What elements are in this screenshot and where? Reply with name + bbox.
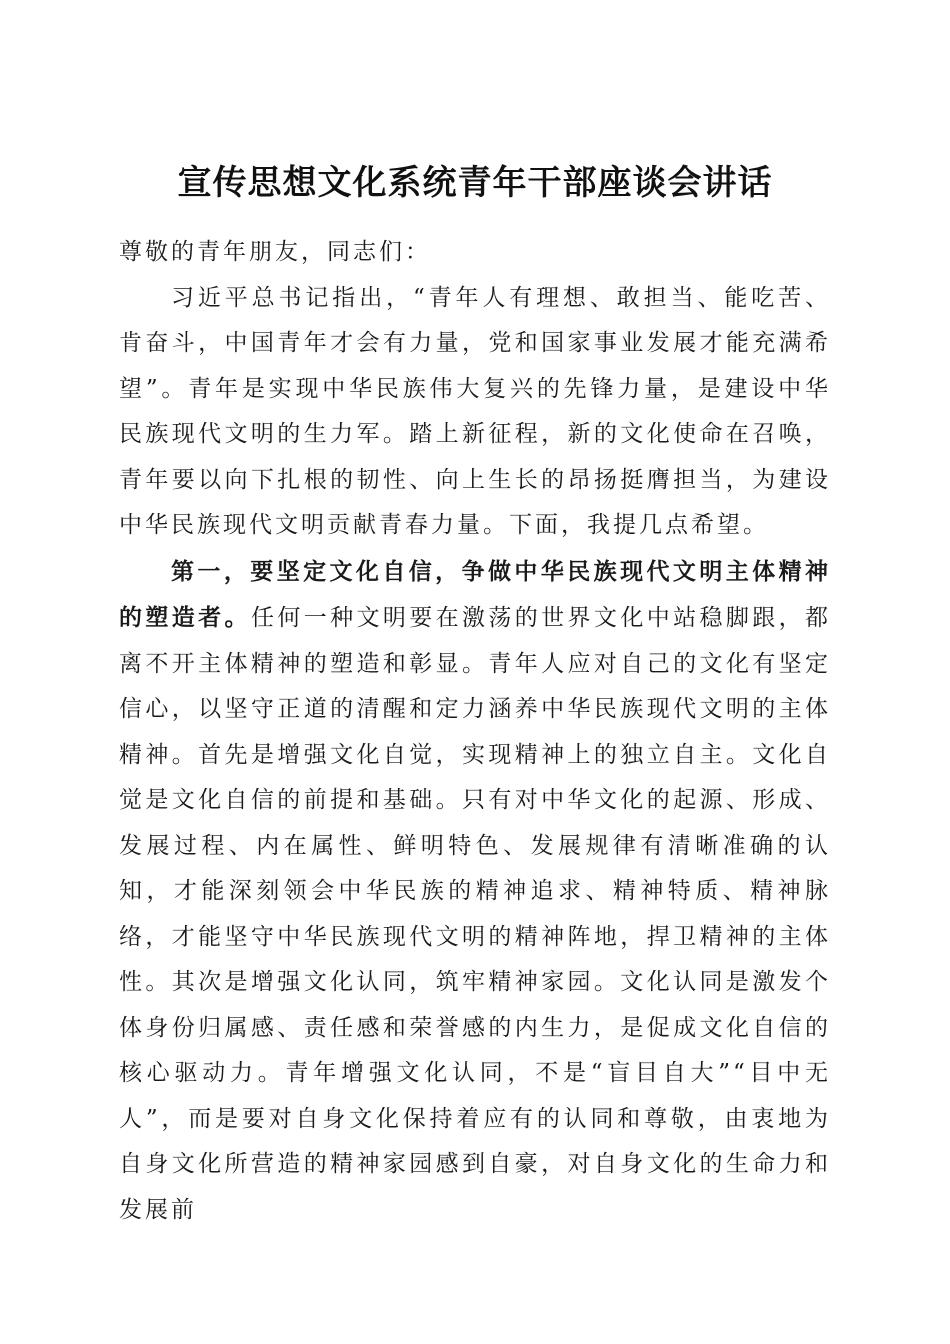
paragraph-lead: 第一，要坚定文化自信，争做中华民族现代文明主体精神的塑造者。	[119, 557, 831, 631]
paragraph-text: 任何一种文明要在激荡的世界文化中站稳脚跟，都离不开主体精神的塑造和彰显。青年人应对自己的文化有坚定信心，以坚守正道的清醒和定力涵养中华民族现代文明的主体精神。首先是增强文化自觉，实现精神上的独立自主。文化自觉是文化自信的前提和基础。只有对中华文化的起源、形成、发展过程、内在属性、鲜明特色、发展规律有清晰准确的认知，才能深刻领会中华民族的精神追求、精神特质、精神脉络，才能坚守中华民族现代文明的精神阵地，捍卫精神的主体性。其次是增强文化认同，筑牢精神家园。文化认同是激发个体身份归属感、责任感和荣誉感的内生力，是促成文化自信的核心驱动力。青年增强文化认同，不是“盲目自大”“目中无人”，而是要对自身文化保持着应有的认同和尊敬，由衷地为自身文化所营造的精神家园感到自豪，对自身文化的生命力和发展前	[119, 605, 832, 1223]
salutation: 尊敬的青年朋友，同志们：	[119, 239, 431, 265]
document-body	[119, 230, 831, 1233]
paragraph-text: 习近平总书记指出，“青年人有理想、敢担当、能吃苦、肯奋斗，中国青年才会有力量，党和国家事业发展才能充满希望”。青年是实现中华民族伟大复兴的先锋力量，是建设中华民族现代文明的生力军。踏上新征程，新的文化使命在召唤，青年要以向下扎根的韧性、向上生长的昂扬挺膺担当，为建设中华民族现代文明贡献青春力量。下面，我提几点希望。	[119, 284, 831, 538]
document-title: 宣传思想文化系统青年干部座谈会讲话	[177, 162, 773, 203]
paragraph-2	[119, 549, 831, 1234]
paragraph-1	[119, 276, 831, 549]
